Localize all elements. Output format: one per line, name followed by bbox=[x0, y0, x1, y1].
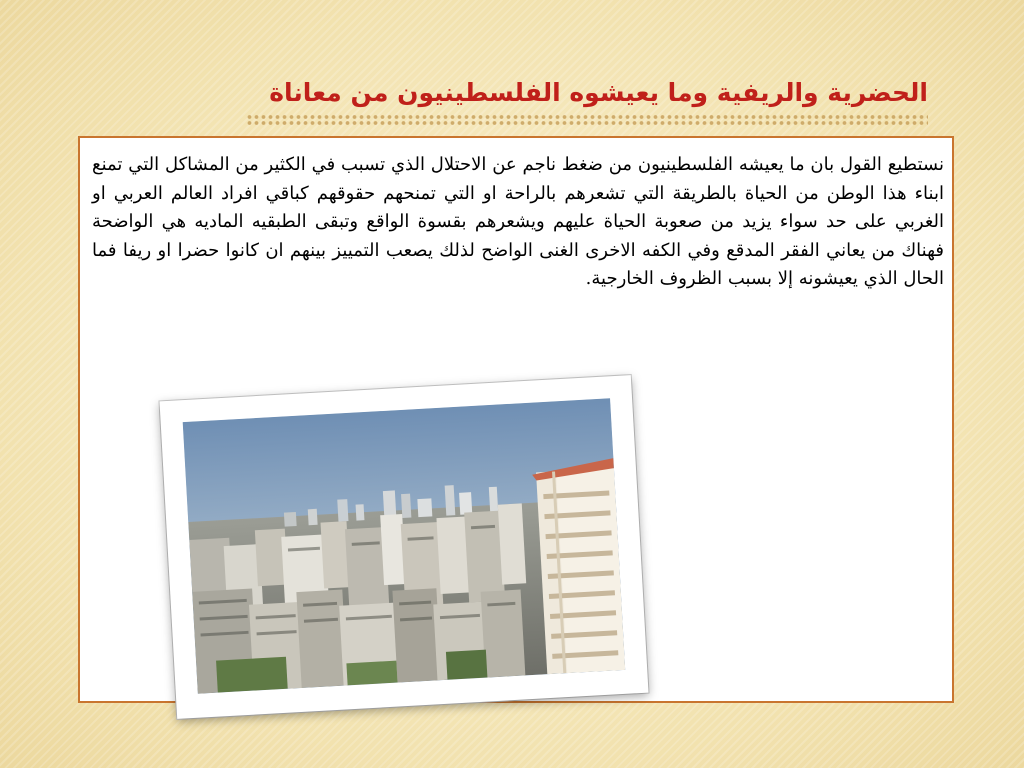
body-paragraph: نستطيع القول بان ما يعيشه الفلسطينيون من ضغط ناجم عن الاحتلال الذي تسبب في الكثير من المشاكل التي تمنع ابناء هذا الوطن من الحياة بالطريقة التي تشعرهم بالراحة او التي تمنحهم حقوقهم كباقي افراد العالم العربي او الغربي على حد سواء يزيد من صعوبة الحياة عليهم ويشعرهم بقسوة الواقع وتبقى الطبقيه الماديه هي الواضحة فهناك من يعاني الفقر المدقع وفي الكفه الاخرى الغنى الواضح لذلك يصعب التمييز بينهم ان كانوا حضرا او ريفا فما الحال الذي يعيشونه إلا بسبب الظروف الخارجية. bbox=[92, 154, 944, 290]
slide-title: الحضرية والريفية وما يعيشوه الفلسطينيون من معاناة bbox=[269, 78, 928, 107]
title-dotted-underline bbox=[246, 114, 928, 126]
tower-building bbox=[531, 458, 625, 674]
city-skyline-illustration bbox=[183, 398, 626, 693]
photo-frame bbox=[159, 375, 648, 719]
city-skyline-photo bbox=[183, 398, 626, 693]
